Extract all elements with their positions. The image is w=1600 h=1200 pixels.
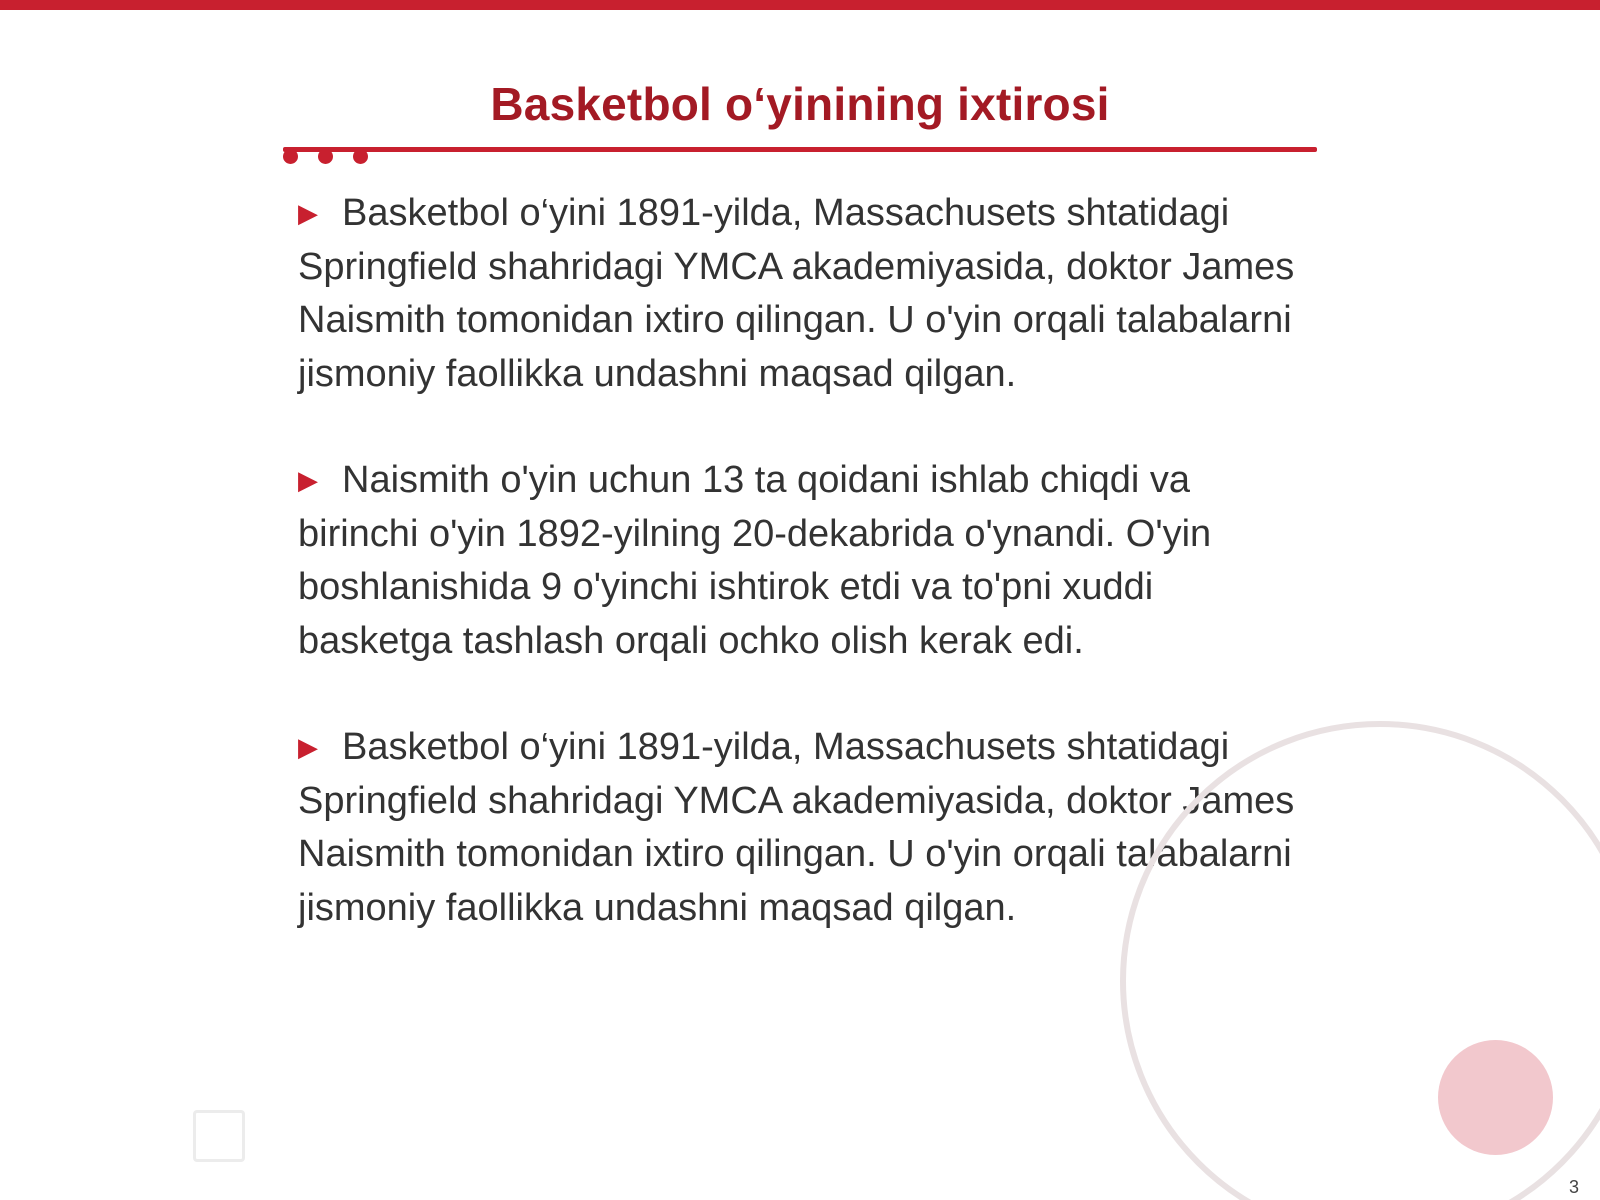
slide-title: Basketbol o‘yinining ixtirosi	[490, 78, 1110, 130]
bullet-list	[298, 187, 1298, 935]
title-dots	[283, 149, 368, 167]
bullet-paragraph-1	[298, 187, 1298, 401]
paragraph-text: Basketbol o‘yini 1891-yilda, Massachusets shtatidagi Springfield shahridagi YMCA akademiyasida, doktor James Naismith tomonidan ixtiro qilingan. U o'yin orqali talabalarni jismoniy faollikka undashni maqsad qilgan.	[298, 726, 1295, 929]
title-dot	[318, 149, 333, 164]
top-accent-bar	[0, 0, 1600, 10]
paragraph-text: Naismith o'yin uchun 13 ta qoidani ishlab chiqdi va birinchi o'yin 1892-yilning 20-dekabrida o'ynandi. O'yin boshlanishida 9 o'yinchi ishtirok etdi va to'pni xuddi basketga tashlash orqali ochko olish kerak edi.	[298, 459, 1212, 662]
triangle-bullet-icon: ▶	[298, 465, 318, 495]
triangle-bullet-icon: ▶	[298, 732, 318, 762]
triangle-bullet-icon: ▶	[298, 198, 318, 228]
page-number: 3	[1568, 1177, 1579, 1197]
bullet-paragraph-2	[298, 454, 1298, 668]
title-dot	[283, 149, 298, 164]
title-dot	[353, 149, 368, 164]
decorative-square	[193, 1110, 245, 1162]
title-underline	[283, 147, 1317, 152]
decorative-pink-circle	[1438, 1040, 1553, 1155]
paragraph-text: Basketbol o‘yini 1891-yilda, Massachusets shtatidagi Springfield shahridagi YMCA akademiyasida, doktor James Naismith tomonidan ixtiro qilingan. U o'yin orqali talabalarni jismoniy faollikka undashni maqsad qilgan.	[298, 192, 1295, 395]
